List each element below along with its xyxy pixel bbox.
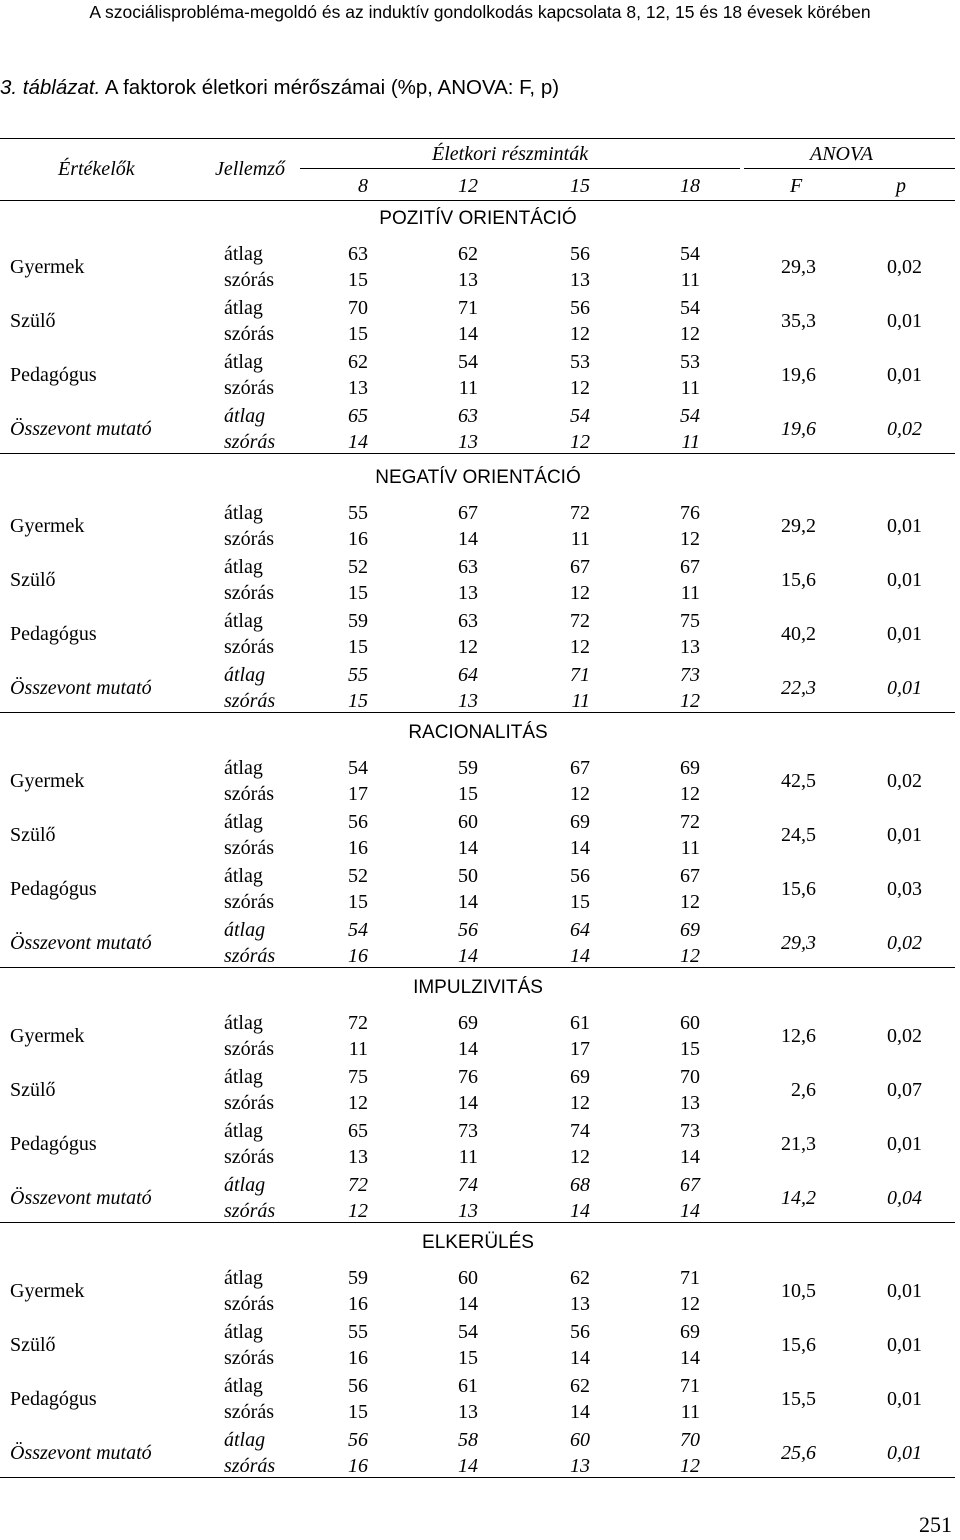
anova-p-value: 0,01: [887, 364, 922, 386]
rater-label-gyermek: Gyermek: [10, 515, 85, 537]
mean-value: 54: [680, 243, 700, 265]
sd-value: 14: [458, 891, 478, 913]
mean-value: 63: [458, 610, 478, 632]
sd-value: 14: [680, 1347, 700, 1369]
label-szoras: szórás: [224, 1401, 274, 1423]
anova-f-value: 2,6: [791, 1079, 816, 1101]
mean-value: 67: [570, 556, 590, 578]
anova-f-value: 15,6: [781, 569, 816, 591]
sd-value: 13: [348, 1146, 368, 1168]
anova-f-value: 14,2: [781, 1187, 816, 1209]
mean-value: 54: [458, 351, 478, 373]
sd-value: 14: [458, 1455, 478, 1477]
label-szoras: szórás: [224, 1200, 276, 1222]
sd-value: 14: [458, 323, 478, 345]
mean-value: 67: [680, 1174, 700, 1196]
sd-value: 13: [458, 431, 478, 453]
sd-value: 15: [348, 891, 368, 913]
mean-value: 60: [680, 1012, 700, 1034]
rater-label-szulo: Szülő: [10, 310, 56, 332]
rater-label-gyermek: Gyermek: [10, 770, 85, 792]
mean-value: 65: [348, 1120, 368, 1142]
rater-label-gyermek: Gyermek: [10, 1025, 85, 1047]
anova-f-value: 25,6: [781, 1442, 816, 1464]
label-atlag: átlag: [224, 865, 263, 887]
sd-value: 15: [348, 582, 368, 604]
mean-value: 53: [680, 351, 700, 373]
sd-value: 14: [458, 837, 478, 859]
col-header-age-8: 8: [358, 175, 368, 197]
sd-value: 12: [570, 783, 590, 805]
sd-value: 12: [570, 1092, 590, 1114]
anova-p-value: 0,02: [887, 1025, 922, 1047]
mean-value: 56: [570, 243, 590, 265]
mean-value: 69: [570, 811, 590, 833]
sd-value: 15: [680, 1038, 700, 1060]
mean-value: 75: [680, 610, 700, 632]
label-szoras: szórás: [224, 690, 276, 712]
section-title: NEGATÍV ORIENTÁCIÓ: [375, 467, 581, 488]
anova-underline: [744, 168, 955, 169]
sd-value: 11: [570, 528, 590, 550]
section-bottom-rule: [0, 1222, 955, 1223]
mean-value: 73: [680, 1120, 700, 1142]
col-header-anova: ANOVA: [810, 143, 873, 165]
mean-value: 72: [348, 1012, 368, 1034]
sd-value: 12: [680, 1293, 700, 1315]
mean-value: 64: [458, 664, 478, 686]
label-atlag: átlag: [224, 502, 263, 524]
age-group-underline: [300, 168, 740, 169]
label-szoras: szórás: [224, 528, 274, 550]
anova-f-value: 35,3: [781, 310, 816, 332]
anova-p-value: 0,04: [887, 1187, 922, 1209]
anova-p-value: 0,01: [887, 824, 922, 846]
sd-value: 11: [680, 377, 700, 399]
rater-label-osszevont-mutato: Összevont mutató: [10, 1442, 152, 1464]
mean-value: 56: [348, 1429, 368, 1451]
mean-value: 62: [458, 243, 478, 265]
sd-value: 13: [570, 269, 590, 291]
sd-value: 11: [680, 837, 700, 859]
mean-value: 54: [348, 757, 368, 779]
mean-value: 67: [458, 502, 478, 524]
section-bottom-rule: [0, 967, 955, 968]
anova-f-value: 29,3: [781, 256, 816, 278]
rater-label-szulo: Szülő: [10, 1079, 56, 1101]
sd-value: 11: [681, 431, 700, 453]
table-title: [0, 76, 559, 100]
sd-value: 16: [348, 1455, 368, 1477]
anova-p-value: 0,01: [887, 1442, 922, 1464]
anova-f-value: 40,2: [781, 623, 816, 645]
sd-value: 16: [348, 837, 368, 859]
mean-value: 50: [458, 865, 478, 887]
anova-p-value: 0,01: [887, 310, 922, 332]
rater-label-pedagogus: Pedagógus: [10, 623, 97, 645]
rater-label-osszevont-mutato: Összevont mutató: [10, 677, 152, 699]
sd-value: 11: [458, 1146, 478, 1168]
anova-f-value: 15,6: [781, 878, 816, 900]
mean-value: 76: [680, 502, 700, 524]
sd-value: 13: [458, 1200, 478, 1222]
sd-value: 14: [680, 1200, 700, 1222]
anova-f-value: 15,6: [781, 1334, 816, 1356]
mean-value: 72: [570, 610, 590, 632]
label-szoras: szórás: [224, 945, 276, 967]
mean-value: 68: [570, 1174, 590, 1196]
mean-value: 71: [680, 1375, 700, 1397]
sd-value: 14: [570, 837, 590, 859]
anova-p-value: 0,01: [887, 1334, 922, 1356]
anova-p-value: 0,02: [887, 256, 922, 278]
label-szoras: szórás: [224, 1146, 274, 1168]
sd-value: 12: [680, 891, 700, 913]
sd-value: 14: [680, 1146, 700, 1168]
sd-value: 14: [458, 1038, 478, 1060]
mean-value: 63: [458, 556, 478, 578]
label-szoras: szórás: [224, 323, 274, 345]
mean-value: 60: [458, 1267, 478, 1289]
running-header: A szociálisprobléma-megoldó és az induktív gondolkodás kapcsolata 8, 12, 15 és 18 évesek körében: [89, 2, 871, 22]
section-title: RACIONALITÁS: [408, 722, 548, 743]
mean-value: 52: [348, 556, 368, 578]
anova-p-value: 0,01: [887, 1133, 922, 1155]
page-number: 251: [919, 1512, 952, 1537]
mean-value: 63: [348, 243, 368, 265]
sd-value: 12: [680, 783, 700, 805]
mean-value: 64: [570, 919, 590, 941]
mean-value: 53: [570, 351, 590, 373]
sd-value: 12: [680, 528, 700, 550]
anova-f-value: 19,6: [781, 418, 816, 440]
rater-label-szulo: Szülő: [10, 1334, 56, 1356]
sd-value: 15: [348, 636, 368, 658]
mean-value: 62: [570, 1375, 590, 1397]
rater-label-osszevont-mutato: Összevont mutató: [10, 418, 152, 440]
label-szoras: szórás: [224, 1038, 274, 1060]
sd-value: 16: [348, 528, 368, 550]
table-top-rule: [0, 138, 955, 139]
sd-value: 16: [348, 945, 368, 967]
section-title: ELKERÜLÉS: [422, 1232, 534, 1253]
sd-value: 16: [348, 1347, 368, 1369]
anova-f-value: 42,5: [781, 770, 816, 792]
mean-value: 72: [680, 811, 700, 833]
label-atlag: átlag: [224, 610, 263, 632]
sd-value: 12: [680, 1455, 700, 1477]
sd-value: 11: [571, 690, 590, 712]
sd-value: 13: [458, 690, 478, 712]
label-atlag: átlag: [224, 1120, 263, 1142]
label-atlag: átlag: [224, 556, 263, 578]
sd-value: 15: [348, 1401, 368, 1423]
sd-value: 13: [458, 1401, 478, 1423]
sd-value: 12: [570, 636, 590, 658]
mean-value: 54: [458, 1321, 478, 1343]
label-szoras: szórás: [224, 783, 274, 805]
sd-value: 11: [680, 1401, 700, 1423]
sd-value: 15: [570, 891, 590, 913]
rater-label-pedagogus: Pedagógus: [10, 1388, 97, 1410]
sd-value: 17: [570, 1038, 590, 1060]
col-header-age-12: 12: [458, 175, 478, 197]
col-header-eletkori-reszmintak: Életkori részminták: [432, 143, 589, 165]
label-szoras: szórás: [224, 269, 274, 291]
sd-value: 11: [458, 377, 478, 399]
label-atlag: átlag: [224, 1012, 263, 1034]
label-szoras: szórás: [224, 837, 274, 859]
mean-value: 69: [680, 757, 700, 779]
anova-f-value: 10,5: [781, 1280, 816, 1302]
sd-value: 16: [348, 1293, 368, 1315]
mean-value: 67: [570, 757, 590, 779]
label-atlag: átlag: [224, 1375, 263, 1397]
mean-value: 59: [348, 610, 368, 632]
anova-f-value: 19,6: [781, 364, 816, 386]
mean-value: 71: [570, 664, 590, 686]
anova-p-value: 0,01: [887, 623, 922, 645]
mean-value: 52: [348, 865, 368, 887]
mean-value: 70: [348, 297, 368, 319]
mean-value: 61: [458, 1375, 478, 1397]
mean-value: 55: [348, 1321, 368, 1343]
rater-label-pedagogus: Pedagógus: [10, 878, 97, 900]
sd-value: 11: [348, 1038, 368, 1060]
anova-p-value: 0,01: [887, 569, 922, 591]
mean-value: 76: [458, 1066, 478, 1088]
sd-value: 13: [680, 1092, 700, 1114]
sd-value: 15: [458, 783, 478, 805]
header-bottom-rule: [0, 200, 955, 201]
col-header-ertekelok: Értékelők: [58, 158, 135, 180]
table-title-text: A faktorok életkori mérőszámai (%p, ANOVA: F, p): [100, 76, 560, 99]
mean-value: 74: [570, 1120, 590, 1142]
label-atlag: átlag: [224, 405, 266, 427]
mean-value: 58: [458, 1429, 478, 1451]
anova-p-value: 0,02: [887, 770, 922, 792]
label-szoras: szórás: [224, 891, 274, 913]
anova-p-value: 0,01: [887, 677, 922, 699]
mean-value: 61: [570, 1012, 590, 1034]
anova-f-value: 24,5: [781, 824, 816, 846]
sd-value: 13: [348, 377, 368, 399]
label-atlag: átlag: [224, 919, 266, 941]
table-title-prefix: 3. táblázat.: [0, 76, 101, 99]
sd-value: 14: [348, 431, 368, 453]
mean-value: 73: [458, 1120, 478, 1142]
rater-label-szulo: Szülő: [10, 824, 56, 846]
label-atlag: átlag: [224, 1267, 263, 1289]
sd-value: 13: [680, 636, 700, 658]
sd-value: 17: [348, 783, 368, 805]
sd-value: 15: [348, 323, 368, 345]
sd-value: 12: [348, 1092, 368, 1114]
sd-value: 12: [680, 690, 700, 712]
anova-p-value: 0,01: [887, 1388, 922, 1410]
mean-value: 56: [570, 1321, 590, 1343]
rater-label-gyermek: Gyermek: [10, 1280, 85, 1302]
rater-label-osszevont-mutato: Összevont mutató: [10, 1187, 152, 1209]
mean-value: 73: [680, 664, 700, 686]
sd-value: 15: [348, 690, 368, 712]
mean-value: 56: [348, 811, 368, 833]
label-atlag: átlag: [224, 1321, 263, 1343]
sd-value: 15: [348, 269, 368, 291]
mean-value: 69: [680, 919, 700, 941]
rater-label-pedagogus: Pedagógus: [10, 364, 97, 386]
anova-f-value: 29,2: [781, 515, 816, 537]
mean-value: 65: [348, 405, 368, 427]
sd-value: 12: [680, 323, 700, 345]
label-atlag: átlag: [224, 1174, 266, 1196]
anova-f-value: 22,3: [781, 677, 816, 699]
mean-value: 67: [680, 556, 700, 578]
label-atlag: átlag: [224, 351, 263, 373]
mean-value: 55: [348, 502, 368, 524]
label-szoras: szórás: [224, 431, 276, 453]
col-header-age-15: 15: [570, 175, 590, 197]
section-title: IMPULZIVITÁS: [413, 977, 543, 998]
label-szoras: szórás: [224, 582, 274, 604]
mean-value: 60: [458, 811, 478, 833]
label-szoras: szórás: [224, 1347, 274, 1369]
mean-value: 54: [570, 405, 590, 427]
sd-value: 13: [570, 1293, 590, 1315]
sd-value: 12: [680, 945, 700, 967]
mean-value: 55: [348, 664, 368, 686]
anova-f-value: 12,6: [781, 1025, 816, 1047]
rater-label-szulo: Szülő: [10, 569, 56, 591]
rater-label-gyermek: Gyermek: [10, 256, 85, 278]
sd-value: 14: [458, 1092, 478, 1114]
mean-value: 56: [458, 919, 478, 941]
anova-p-value: 0,07: [887, 1079, 922, 1101]
section-bottom-rule: [0, 712, 955, 713]
sd-value: 14: [570, 1347, 590, 1369]
col-header-f: F: [790, 175, 803, 197]
section-title: POZITÍV ORIENTÁCIÓ: [379, 208, 577, 229]
sd-value: 12: [570, 582, 590, 604]
label-szoras: szórás: [224, 636, 274, 658]
label-atlag: átlag: [224, 297, 263, 319]
mean-value: 70: [680, 1066, 700, 1088]
mean-value: 54: [680, 297, 700, 319]
mean-value: 69: [458, 1012, 478, 1034]
anova-p-value: 0,01: [887, 515, 922, 537]
mean-value: 67: [680, 865, 700, 887]
mean-value: 56: [348, 1375, 368, 1397]
sd-value: 13: [570, 1455, 590, 1477]
sd-value: 14: [458, 1293, 478, 1315]
label-atlag: átlag: [224, 664, 266, 686]
mean-value: 59: [458, 757, 478, 779]
sd-value: 13: [458, 269, 478, 291]
anova-f-value: 15,5: [781, 1388, 816, 1410]
mean-value: 72: [570, 502, 590, 524]
sd-value: 12: [458, 636, 478, 658]
sd-value: 12: [348, 1200, 368, 1222]
mean-value: 69: [570, 1066, 590, 1088]
label-atlag: átlag: [224, 243, 263, 265]
sd-value: 14: [570, 945, 590, 967]
mean-value: 72: [348, 1174, 368, 1196]
section-bottom-rule: [0, 453, 955, 454]
label-szoras: szórás: [224, 377, 274, 399]
mean-value: 75: [348, 1066, 368, 1088]
mean-value: 70: [680, 1429, 700, 1451]
mean-value: 62: [570, 1267, 590, 1289]
section-bottom-rule: [0, 1477, 955, 1478]
sd-value: 14: [458, 528, 478, 550]
mean-value: 56: [570, 865, 590, 887]
rater-label-osszevont-mutato: Összevont mutató: [10, 932, 152, 954]
rater-label-pedagogus: Pedagógus: [10, 1133, 97, 1155]
mean-value: 74: [458, 1174, 478, 1196]
sd-value: 12: [570, 323, 590, 345]
anova-p-value: 0,02: [887, 932, 922, 954]
anova-f-value: 29,3: [781, 932, 816, 954]
sd-value: 14: [570, 1401, 590, 1423]
mean-value: 69: [680, 1321, 700, 1343]
mean-value: 62: [348, 351, 368, 373]
mean-value: 59: [348, 1267, 368, 1289]
sd-value: 12: [570, 431, 590, 453]
anova-f-value: 21,3: [781, 1133, 816, 1155]
label-atlag: átlag: [224, 1429, 266, 1451]
anova-p-value: 0,01: [887, 1280, 922, 1302]
sd-value: 11: [680, 269, 700, 291]
label-atlag: átlag: [224, 1066, 263, 1088]
mean-value: 71: [458, 297, 478, 319]
col-header-p: p: [896, 175, 906, 197]
sd-value: 13: [458, 582, 478, 604]
col-header-age-18: 18: [680, 175, 700, 197]
mean-value: 71: [680, 1267, 700, 1289]
sd-value: 14: [458, 945, 478, 967]
sd-value: 12: [570, 1146, 590, 1168]
label-szoras: szórás: [224, 1092, 274, 1114]
anova-p-value: 0,02: [887, 418, 922, 440]
label-atlag: átlag: [224, 757, 263, 779]
mean-value: 54: [680, 405, 700, 427]
mean-value: 56: [570, 297, 590, 319]
label-atlag: átlag: [224, 811, 263, 833]
sd-value: 15: [458, 1347, 478, 1369]
sd-value: 11: [680, 582, 700, 604]
label-szoras: szórás: [224, 1455, 276, 1477]
mean-value: 63: [458, 405, 478, 427]
anova-p-value: 0,03: [887, 878, 922, 900]
mean-value: 60: [570, 1429, 590, 1451]
sd-value: 14: [570, 1200, 590, 1222]
sd-value: 12: [570, 377, 590, 399]
label-szoras: szórás: [224, 1293, 274, 1315]
mean-value: 54: [348, 919, 368, 941]
col-header-jellemzo: Jellemző: [215, 158, 285, 180]
